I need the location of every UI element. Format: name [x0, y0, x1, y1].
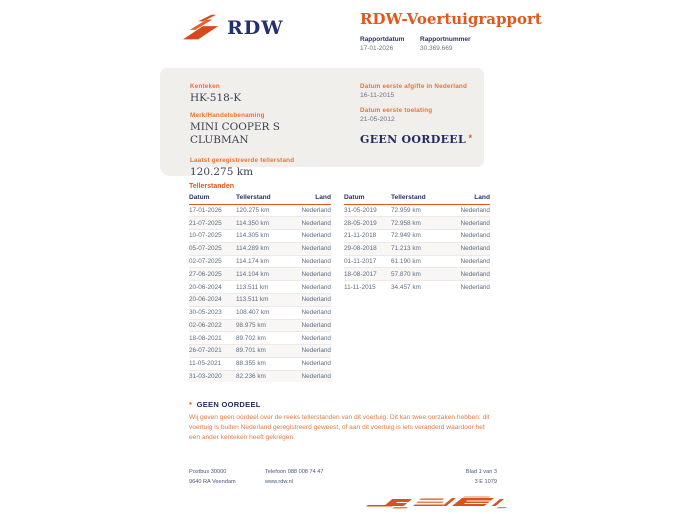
row-tellerstand: 71.213 km	[391, 242, 446, 255]
row-land: Nederland	[446, 255, 490, 268]
table-row	[189, 242, 331, 255]
row-date: 31-05-2019	[344, 206, 377, 214]
table-row	[189, 230, 331, 243]
document-title: RDW-Voertuigrapport	[360, 10, 542, 28]
row-land: Nederland	[291, 293, 331, 306]
row-tellerstand: 89.701 km	[236, 345, 291, 358]
row-tellerstand: 61.190 km	[391, 255, 446, 268]
report-date-block	[360, 35, 404, 54]
merk-value	[190, 121, 350, 147]
rdw-flag-icon	[183, 13, 221, 43]
table-row	[189, 345, 331, 358]
table-row	[344, 230, 490, 243]
row-date: 27-06-2025	[189, 268, 236, 281]
tellerstand-value: 120.275 km	[190, 166, 254, 179]
row-land: Nederland	[446, 242, 490, 255]
table-header-row	[344, 192, 490, 204]
row-date: 01-11-2017	[344, 255, 391, 268]
row-date: 20-06-2024	[189, 281, 236, 294]
row-date: 10-07-2025	[189, 230, 236, 243]
table-row	[189, 268, 331, 281]
row-tellerstand: 113.511 km	[236, 293, 291, 306]
footer-address	[189, 468, 236, 487]
row-date: 11-11-2015	[344, 281, 391, 293]
table-row	[189, 319, 331, 332]
row-tellerstand: 114.174 km	[236, 255, 291, 268]
footnote-asterisk: *	[189, 400, 193, 409]
kenteken-value: HK-518-K	[190, 92, 242, 104]
row-tellerstand: 72.949 km	[391, 230, 446, 243]
row-date: 21-11-2018	[344, 230, 391, 243]
kenteken-label: Kenteken	[190, 83, 220, 90]
row-date: 26-07-2021	[189, 345, 236, 358]
row-tellerstand: 34.457 km	[391, 281, 446, 293]
row-date: 17-01-2026	[189, 206, 222, 214]
merk-line2: CLUBMAN	[190, 134, 249, 147]
row-date: 21-07-2025	[189, 217, 236, 230]
tellerstand-label: Laatst geregistreerde tellerstand	[190, 157, 295, 165]
footnote-text: Wij geven geen oordeel over de reeks tellerstanden van dit voertuig. Dit kan twee oorzaken hebben: dit voertuig is buiten Nederland geregistreerd geweest, of aan dit voertuig is iets veranderd waardoor het een ander kenteken heeft gekregen.	[189, 414, 490, 442]
footnote-title	[189, 400, 497, 409]
oordeel-row	[360, 133, 472, 146]
table-row	[189, 332, 331, 345]
row-land: Nederland	[291, 345, 331, 358]
table-row	[344, 242, 490, 255]
row-land: Nederland	[291, 268, 331, 281]
tellerstanden-table-right	[344, 192, 490, 293]
table-row	[189, 204, 331, 217]
row-tellerstand: 89.702 km	[236, 332, 291, 345]
row-tellerstand: 114.305 km	[236, 230, 291, 243]
row-date: 20-06-2024	[189, 293, 236, 306]
vehicle-identity-column	[190, 83, 350, 187]
row-tellerstand: 114.289 km	[236, 242, 291, 255]
row-land: Nederland	[291, 319, 331, 332]
row-land: Nederland	[291, 306, 331, 319]
row-tellerstand: 72.958 km	[391, 217, 446, 230]
table-row	[189, 293, 331, 306]
column-header-tellerstand: Tellerstand	[391, 192, 446, 204]
oordeel-asterisk: *	[468, 133, 472, 143]
row-land: Nederland	[460, 206, 490, 214]
footer-website: www.rdw.nl	[265, 478, 293, 485]
footer-address-line2: 9640 RA Veendam	[189, 478, 236, 485]
report-number-value: 30.369.669	[420, 45, 453, 53]
column-header-datum: Datum	[189, 192, 236, 204]
row-date: 05-07-2025	[189, 242, 236, 255]
row-land: Nederland	[291, 357, 331, 370]
row-tellerstand: 120.275 km	[236, 206, 270, 214]
table-row	[189, 281, 331, 294]
footer-phone: Telefoon 088 008 74 47	[265, 469, 324, 475]
table-header-row	[189, 192, 331, 204]
merk-label: Merk/Handelsbenaming	[190, 112, 265, 120]
report-date-value: 17-01-2026	[360, 45, 394, 53]
table-row	[189, 357, 331, 370]
table-row	[344, 204, 490, 217]
footnote-title-text: GEEN OORDEEL	[196, 400, 261, 409]
row-date: 11-05-2021	[189, 357, 236, 370]
afgifte-label: Datum eerste afgifte in Nederland	[360, 83, 468, 90]
row-land: Nederland	[301, 206, 331, 214]
registration-dates-column	[360, 83, 478, 146]
table-row	[189, 217, 331, 230]
row-tellerstand: 88.355 km	[236, 357, 291, 370]
merk-line1: MINI COOPER S	[190, 121, 280, 134]
row-date: 02-07-2025	[189, 255, 236, 268]
footer-address-line1: Postbus 30000	[189, 469, 227, 475]
row-date: 18-08-2017	[344, 268, 391, 281]
column-header-tellerstand: Tellerstand	[236, 192, 291, 204]
tellerstanden-section-title: Tellerstanden	[189, 183, 234, 190]
table-row	[344, 281, 490, 293]
row-land: Nederland	[446, 217, 490, 230]
row-tellerstand: 72.959 km	[391, 206, 421, 214]
report-date-label: Rapportdatum	[360, 36, 405, 43]
row-land: Nederland	[291, 242, 331, 255]
speed-lines-graphic	[364, 494, 534, 514]
row-land: Nederland	[446, 268, 490, 281]
table-row	[344, 217, 490, 230]
row-land: Nederland	[446, 230, 490, 243]
vehicle-summary-card	[160, 68, 484, 179]
footer-page-info	[392, 468, 497, 487]
geen-oordeel-footnote	[189, 400, 497, 444]
row-land: Nederland	[291, 332, 331, 345]
report-number-label: Rapportnummer	[420, 36, 471, 43]
report-number-block	[420, 35, 471, 54]
row-land: Nederland	[291, 281, 331, 294]
row-tellerstand: 113.511 km	[236, 281, 291, 294]
table-row	[189, 255, 331, 268]
row-date: 30-05-2023	[189, 306, 236, 319]
rdw-logo	[183, 13, 284, 43]
table-row	[189, 370, 331, 382]
row-land: Nederland	[291, 230, 331, 243]
row-date: 02-06-2022	[189, 319, 236, 332]
row-tellerstand: 57.870 km	[391, 268, 446, 281]
column-header-datum: Datum	[344, 192, 391, 204]
oordeel-badge: GEEN OORDEEL	[360, 133, 466, 146]
column-header-land: Land	[446, 192, 490, 204]
row-land: Nederland	[446, 281, 490, 293]
tellerstanden-table-left	[189, 192, 331, 382]
row-tellerstand: 98.975 km	[236, 319, 291, 332]
afgifte-value: 16-11-2015	[360, 92, 395, 99]
row-tellerstand: 114.350 km	[236, 217, 291, 230]
column-header-land: Land	[291, 192, 331, 204]
row-date: 29-08-2018	[344, 242, 391, 255]
rdw-logo-text: RDW	[227, 16, 284, 39]
toelating-value: 21-05-2012	[360, 116, 395, 123]
row-land: Nederland	[291, 217, 331, 230]
row-tellerstand: 82.236 km	[236, 370, 291, 382]
table-row	[344, 255, 490, 268]
table-row	[189, 306, 331, 319]
row-land: Nederland	[291, 370, 331, 382]
footer-page-number: Blad 1 van 3	[465, 469, 497, 475]
toelating-label: Datum eerste toelating	[360, 107, 433, 114]
row-date: 31-03-2020	[189, 370, 236, 382]
row-tellerstand: 108.407 km	[236, 306, 291, 319]
row-land: Nederland	[291, 255, 331, 268]
table-row	[344, 268, 490, 281]
row-tellerstand: 114.104 km	[236, 268, 291, 281]
footer-form-code: 3 E 1079	[474, 478, 497, 485]
row-date: 18-08-2021	[189, 332, 236, 345]
footer-contact	[265, 468, 323, 487]
row-date: 28-05-2019	[344, 217, 391, 230]
